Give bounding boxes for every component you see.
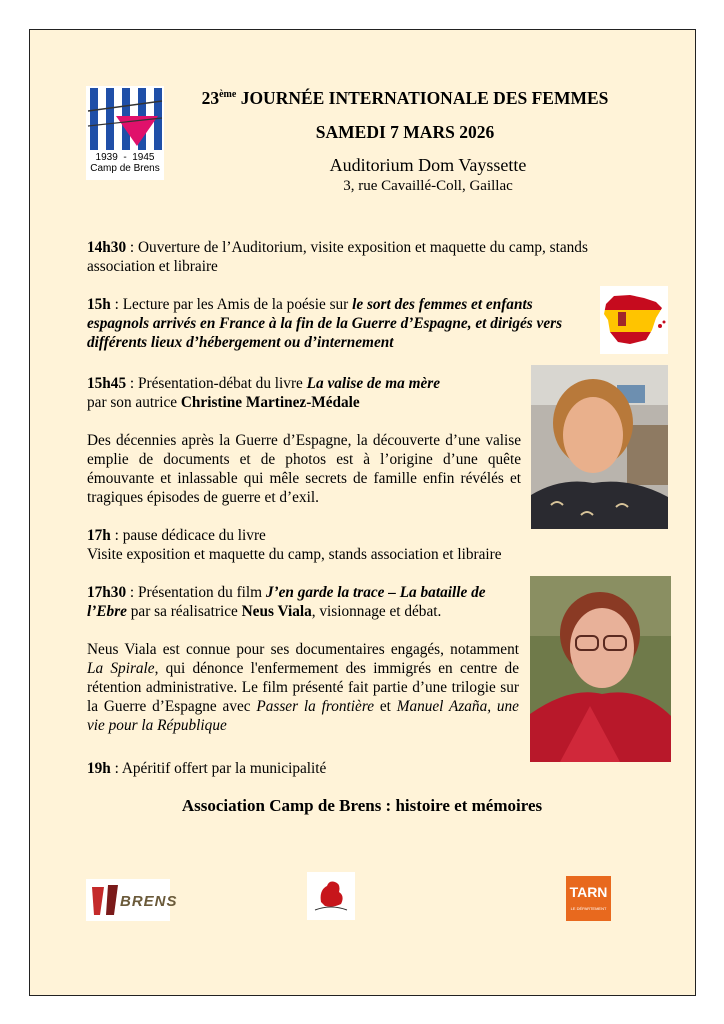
edition-sup: ème [219,89,237,101]
logo-caption [86,152,164,174]
association-name: Association Camp de Brens : histoire et mémoires [181,796,543,815]
spirale-title: La Spirale [87,660,155,677]
camp-de-brens-logo [86,86,164,180]
text-15-b: le sort des femmes et enfants espagnols arrivés en France à la fin de la Guerre d’Espagne, et dirigés vers différents lieux d’hébergement ou d’internement [87,296,563,351]
venue-name: Auditorium Dom Vayssette [329,155,527,175]
logo-name: Camp de Brens [90,163,160,174]
text-1430: : Ouverture de l’Auditorium, visite exposition et maquette du camp, stands association et libraire [87,239,588,275]
christine-photo [531,365,668,529]
program-19 [87,759,587,778]
passer-title: Passer la frontière [256,698,374,715]
time-1545: 15h45 [87,375,127,392]
book-description: Des décennies après la Guerre d’Espagne, la découverte d’une valise emplie de documents et de photos est à l’origine d’une quête émouvante et inlassable qui mêle secrets de famille enfin révélés et tragiques épisodes de guerre et d’exil. [87,432,521,506]
neus-viala-photo [530,576,671,762]
film-description [87,640,519,735]
venue-address: 3, rue Cavaillé-Coll, Gaillac [343,178,513,194]
program-1730 [87,583,523,621]
portrait-icon [531,365,668,529]
time-19: 19h [87,760,111,777]
tarn-logo-sub: LE DÉPARTEMENT [570,906,607,911]
film-title: J’en garde la trace – La bataille de l’Ebre [87,584,486,620]
program-17 [87,526,657,564]
author-name: Christine Martinez-Médale [180,394,360,411]
program-1545 [87,374,527,412]
text-1730-b: par sa réalisatrice [126,603,242,620]
tarn-logo [566,876,611,921]
brens-logo [86,879,178,921]
text-17-b: Visite exposition et maquette du camp, stands association et libraire [87,546,502,563]
azana-title: Manuel Azaña, une vie pour la République [87,698,519,734]
text-1730-c: , visionnage et débat. [311,603,442,620]
program-1430 [87,238,617,276]
gaillac-logo [307,872,355,920]
text-1545-b: par son autrice [87,394,181,411]
title-text: JOURNÉE INTERNATIONALE DES FEMMES [240,88,609,108]
rooster-icon [307,872,355,920]
logo-year-sep: - [123,152,127,163]
time-17: 17h [87,527,111,544]
director-name: Neus Viala [241,603,312,620]
book-title: La valise de ma mère [306,375,441,392]
portrait-icon [530,576,671,762]
text-1730-a: : Présentation du film [126,584,266,601]
brens-logo-text: BRENS [120,893,178,910]
tarn-logo-text: TARN [569,884,608,900]
logo-year-start: 1939 [95,152,118,163]
text-17-a: : pause dédicace du livre [110,527,266,544]
time-1730: 17h30 [87,584,127,601]
program-15 [87,295,592,352]
time-15: 15h [87,296,111,313]
event-title [170,88,640,109]
time-1430: 14h30 [87,239,127,256]
desc-part-3: et [374,698,397,715]
spain-map-icon [600,286,668,354]
text-15-a: : Lecture par les Amis de la poésie sur [110,296,353,313]
logo-year-end: 1945 [132,152,155,163]
edition-number: 23 [201,88,220,108]
desc-part-2: , qui dénonce l'enfermement des immigrés en centre de rétention administrative. Le film présenté fait partie d’une trilogie sur la Guerre d’Espagne avec [87,660,519,715]
text-19: : Apéritif offert par la municipalité [110,760,327,777]
text-1545-a: : Présentation-débat du livre [126,375,307,392]
spain-flag-map [600,286,668,354]
desc-part-1: Neus Viala est connue pour ses documentaires engagés, notamment [87,641,519,658]
event-date: SAMEDI 7 MARS 2026 [315,122,495,142]
